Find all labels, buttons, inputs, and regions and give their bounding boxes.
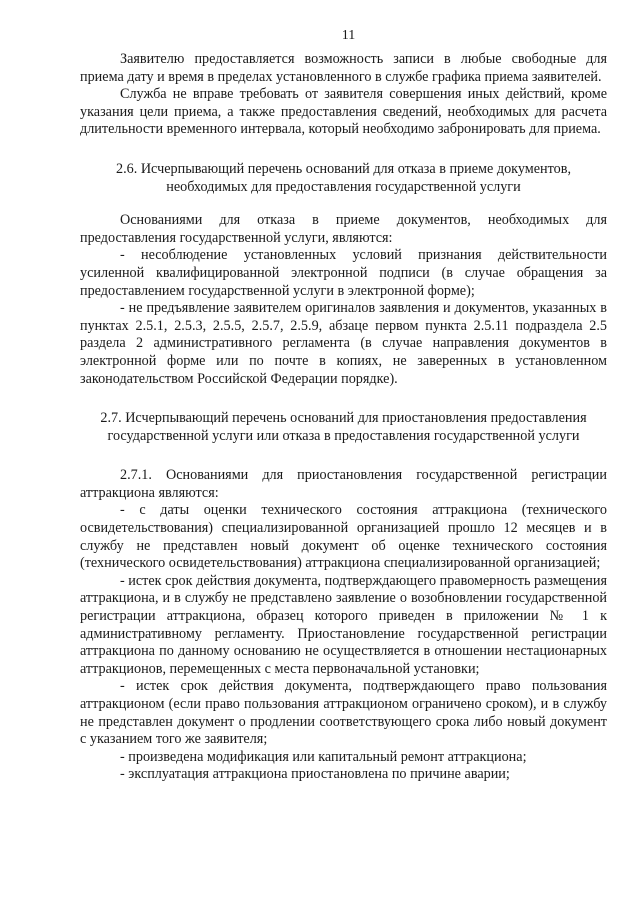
paragraph-appointment-booking: Заявителю предоставляется возможность записи в любые свободные для приема дату и время в пределах установленного в службе графика приема заявителей. bbox=[80, 51, 607, 85]
section-2-7-item: - произведена модификация или капитальный ремонт аттракциона; bbox=[120, 748, 527, 765]
section-2-7-item: - истек срок действия документа, подтверждающего правомерность размещения аттракциона, и в службу не представлено заявление о возобновлении государственной регистрации аттракциона, образец которого приведен в приложении № 1 к административному регламенту. Приостановление государственной регистрации аттракциона по данному основанию не осуществляется в отношении нестационарных аттракционов, перемещенных с места первоначальной установки; bbox=[80, 572, 607, 677]
section-2-7-item: - с даты оценки технического состояния аттракциона (технического освидетельствования) специализированной организацией прошло 12 месяцев и в службу не представлен новый документ об оценке технического состояния (технического освидетельствования) аттракциона специализированной организацией; bbox=[80, 502, 607, 572]
document-page bbox=[80, 26, 607, 784]
section-2-7-item: - эксплуатация аттракциона приостановлена по причине аварии; bbox=[120, 766, 510, 783]
paragraph-service-restrictions: Служба не вправе требовать от заявителя совершения иных действий, кроме указания цели приема, а также предоставления сведений, необходимых для расчета длительности временного интервала, который необходимо забронировать для приема. bbox=[80, 86, 607, 138]
section-2-7-intro: 2.7.1. Основаниями для приостановления государственной регистрации аттракциона являются: bbox=[80, 467, 607, 501]
section-2-6-item: - несоблюдение установленных условий признания действительности усиленной квалифицированной электронной подписи (в случае обращения за предоставлением государственной услуги в электронной форме); bbox=[80, 247, 607, 299]
section-2-6-item: - не предъявление заявителем оригиналов заявления и документов, указанных в пунктах 2.5.1, 2.5.3, 2.5.5, 2.5.7, 2.5.9, абзаце первом пункта 2.5.11 подраздела 2.5 раздела 2 административного регламента (в случае направления документов в электронной форме или по почте в копиях, не заверенных в установленном законодательством Российской Федерации порядке). bbox=[80, 300, 607, 387]
section-heading-2-7: 2.7. Исчерпывающий перечень оснований для приостановления предоставления государственной услуги или отказа в предоставления государственной услуги bbox=[100, 410, 587, 444]
section-heading-2-6: 2.6. Исчерпывающий перечень оснований для отказа в приеме документов, необходимых для предоставления государственной услуги bbox=[115, 160, 571, 195]
page-number: 11 bbox=[341, 28, 356, 43]
section-2-7-item: - истек срок действия документа, подтверждающего право пользования аттракционом (если право пользования аттракционом ограничено сроком), и в службу не представлен документ о продлении соответствующего срока либо новый документ с указанием того же заявителя; bbox=[80, 678, 607, 748]
section-2-6-intro: Основаниями для отказа в приеме документов, необходимых для предоставления государственной услуги, являются: bbox=[80, 212, 607, 246]
